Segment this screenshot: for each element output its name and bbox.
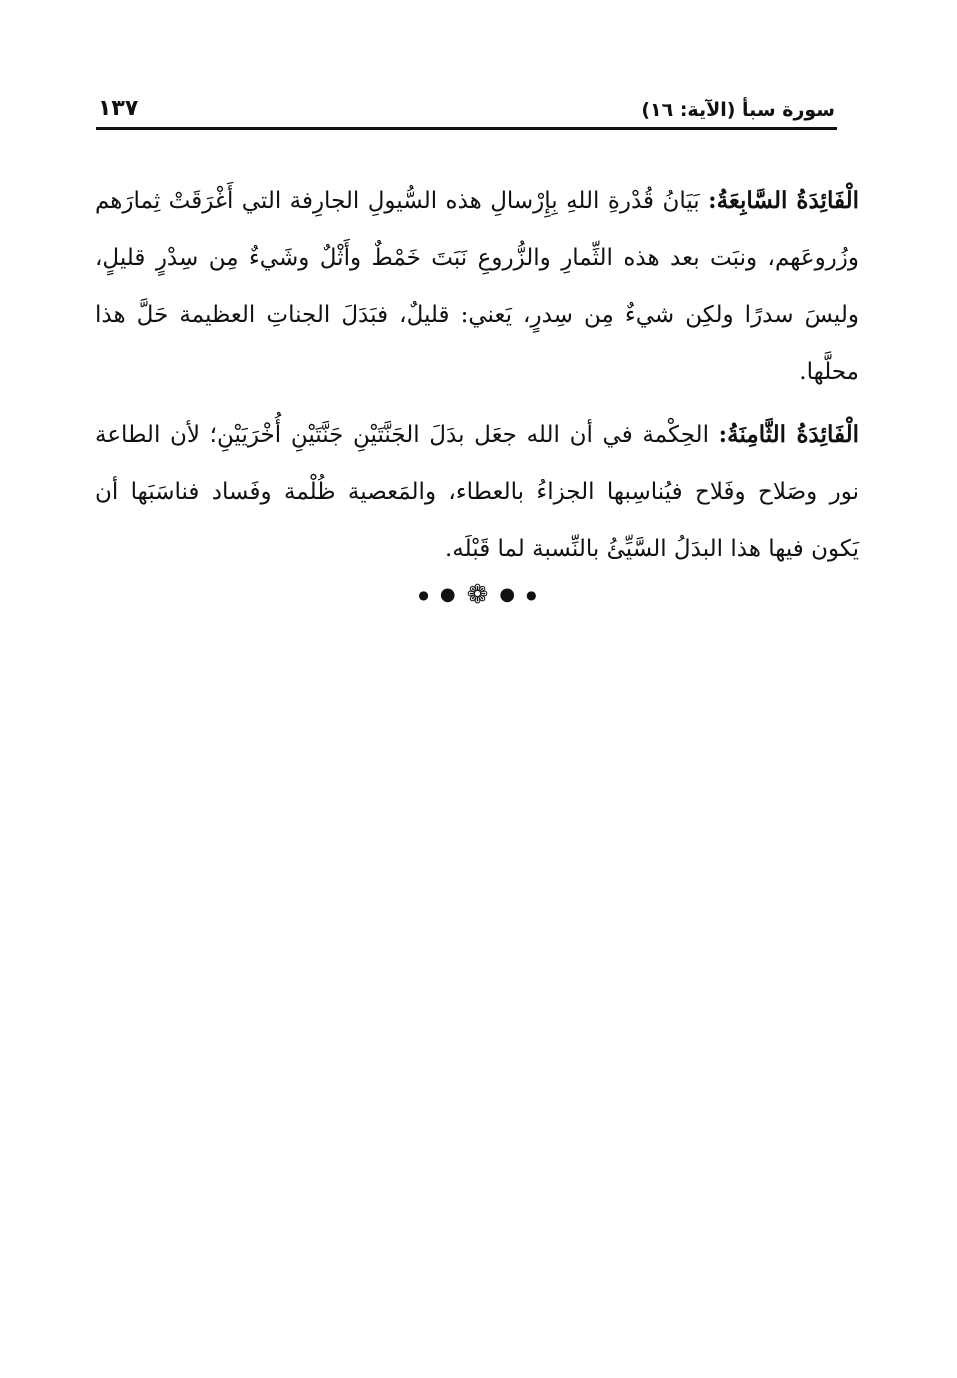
paragraph-heading: الْفَائِدَةُ السَّابِعَةُ: [708, 187, 859, 214]
dot-icon: ● [499, 584, 518, 605]
page-number: ١٣٧ [98, 96, 139, 121]
dot-icon: ● [418, 588, 431, 602]
dot-icon: ● [439, 584, 458, 605]
paragraph-eighth-benefit [95, 406, 859, 578]
paragraph-text: الحِكْمة في أن الله جعَل بدَلَ الجَنَّتَيْنِ جَنَّتَيْنِ أُخْرَيَيْنِ؛ لأن الطاعة نور وصَلاح وفَلاح فيُناسِبها الجزاءُ بالعطاء، والمَعصية ظُلْمة وفَساد فناسَبَها أن يَكون فيها هذا البدَلُ السَّيِّئُ بالنِّسبة لما قَبْلَه. [95, 422, 859, 562]
running-header-title: سورة سبأ (الآية: ١٦) [641, 99, 835, 121]
page-header [96, 96, 837, 128]
paragraph-text: بَيَانُ قُدْرةِ اللهِ بِإِرْسالِ هذه السُّيولِ الجارِفة التي أَغْرَقَتْ ثِمارَهم وزُروعَهم، ونبَت بعد هذه الثِّمارِ والزُّروعِ نَبَتَ خَمْطٌ وأَثْلٌ وشَيءٌ مِن سِدْرٍ قليلٍ، وليسَ سدرًا ولكِن شيءٌ مِن سِدرٍ، يَعني: قليلٌ، فبَدَلَ الجناتِ العظيمة حَلَّ هذا محلَّها. [95, 188, 859, 385]
header-rule [96, 127, 837, 130]
body-text [95, 172, 859, 583]
paragraph-heading: الْفَائِدَةُ الثَّامِنَةُ: [718, 421, 860, 448]
section-end-ornament [0, 580, 957, 610]
flower-ornament-icon: ❁ [466, 580, 491, 610]
paragraph-seventh-benefit [95, 172, 859, 401]
dot-icon: ● [526, 588, 539, 602]
